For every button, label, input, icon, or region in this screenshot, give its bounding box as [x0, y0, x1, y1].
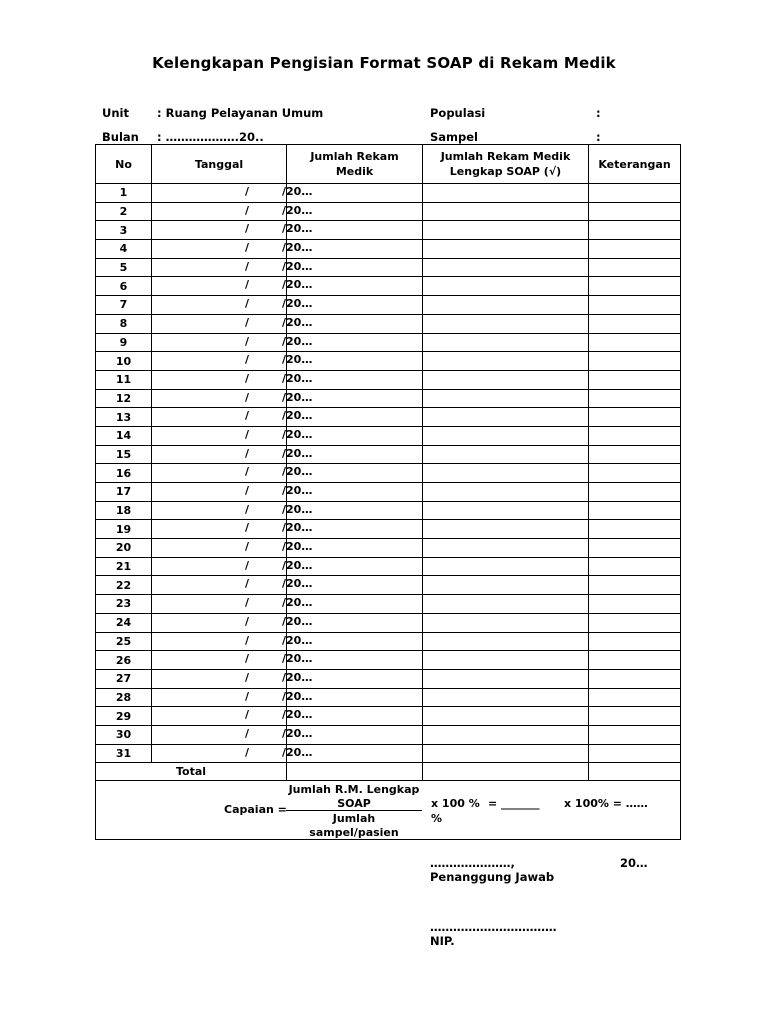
- row-keterangan[interactable]: [589, 688, 681, 707]
- row-keterangan[interactable]: [589, 464, 681, 483]
- row-lengkap-soap[interactable]: [423, 651, 589, 670]
- date-slash: /: [245, 745, 250, 759]
- row-number: 27: [96, 669, 152, 688]
- row-date[interactable]: [152, 688, 313, 707]
- capaian-denominator: [286, 812, 422, 840]
- date-slash: /: [245, 670, 250, 684]
- sampel-label: Sampel: [430, 130, 478, 144]
- total-lengkap-cell[interactable]: [423, 763, 589, 781]
- date-slash: /: [245, 278, 250, 292]
- row-number: 13: [96, 408, 152, 427]
- table-row: [96, 464, 681, 483]
- row-keterangan[interactable]: [589, 557, 681, 576]
- capaian-blank[interactable]: _______: [501, 797, 540, 811]
- row-date[interactable]: [152, 314, 313, 333]
- row-date[interactable]: [152, 333, 313, 352]
- date-year: /20…: [282, 427, 313, 441]
- row-lengkap-soap[interactable]: [423, 389, 589, 408]
- total-jumlah-cell[interactable]: [287, 763, 423, 781]
- row-number: 30: [96, 725, 152, 744]
- row-keterangan[interactable]: [589, 483, 681, 502]
- table-row: [96, 576, 681, 595]
- table-row: [96, 202, 681, 221]
- table-row: [96, 744, 681, 763]
- date-year: /20…: [282, 540, 313, 554]
- row-number: 14: [96, 426, 152, 445]
- row-lengkap-soap[interactable]: [423, 258, 589, 277]
- date-year: /20…: [282, 670, 313, 684]
- row-number: 10: [96, 352, 152, 371]
- table-row: [96, 296, 681, 315]
- row-number: 4: [96, 240, 152, 259]
- table-row: [96, 707, 681, 726]
- total-label: Total: [96, 763, 287, 781]
- row-lengkap-soap[interactable]: [423, 408, 589, 427]
- row-number: 31: [96, 744, 152, 763]
- date-year: /20…: [282, 577, 313, 591]
- row-date[interactable]: [152, 557, 313, 576]
- row-date[interactable]: [152, 258, 313, 277]
- populasi-value: :: [596, 106, 601, 120]
- date-year: /20…: [282, 726, 313, 740]
- signature-nip: NIP.: [430, 934, 455, 948]
- row-lengkap-soap[interactable]: [423, 221, 589, 240]
- fraction-line: [286, 810, 422, 811]
- row-lengkap-soap[interactable]: [423, 744, 589, 763]
- table-row: [96, 221, 681, 240]
- row-number: 28: [96, 688, 152, 707]
- date-year: /20…: [282, 614, 313, 628]
- table-row: [96, 651, 681, 670]
- header-jumlah-rekam-medik-line2: Medik: [335, 165, 374, 178]
- row-date[interactable]: [152, 744, 313, 763]
- row-number: 7: [96, 296, 152, 315]
- row-date[interactable]: [152, 707, 313, 726]
- date-slash: /: [245, 689, 250, 703]
- capaian-numerator-line2: SOAP: [337, 797, 371, 811]
- date-year: /20…: [282, 353, 313, 367]
- total-row: [96, 763, 681, 781]
- date-slash: /: [245, 596, 250, 610]
- row-keterangan[interactable]: [589, 426, 681, 445]
- date-slash: /: [245, 297, 250, 311]
- row-number: 1: [96, 184, 152, 203]
- date-slash: /: [245, 484, 250, 497]
- row-keterangan[interactable]: [589, 595, 681, 614]
- date-year: /20…: [282, 708, 313, 722]
- row-keterangan[interactable]: [589, 240, 681, 259]
- date-year: /20…: [282, 409, 313, 423]
- row-keterangan[interactable]: [589, 445, 681, 464]
- row-number: 18: [96, 501, 152, 520]
- date-slash: /: [245, 633, 250, 647]
- table-row: [96, 501, 681, 520]
- header-tanggal: Tanggal: [152, 145, 287, 184]
- row-date[interactable]: [152, 277, 313, 296]
- row-keterangan[interactable]: [589, 184, 681, 203]
- row-number: 16: [96, 464, 152, 483]
- row-number: 2: [96, 202, 152, 221]
- date-year: /20…: [282, 689, 313, 703]
- row-lengkap-soap[interactable]: [423, 445, 589, 464]
- row-number: 15: [96, 445, 152, 464]
- row-number: 17: [96, 483, 152, 502]
- row-number: 23: [96, 595, 152, 614]
- row-lengkap-soap[interactable]: [423, 501, 589, 520]
- row-keterangan[interactable]: [589, 651, 681, 670]
- date-year: /20…: [282, 652, 313, 666]
- row-lengkap-soap[interactable]: [423, 576, 589, 595]
- table-row: [96, 595, 681, 614]
- row-date[interactable]: [152, 576, 313, 595]
- date-year: /20…: [282, 315, 313, 329]
- bulan-label: Bulan: [102, 130, 139, 144]
- capaian-label: Capaian =: [224, 803, 287, 817]
- header-lengkap-soap: [423, 145, 589, 184]
- row-date[interactable]: [152, 464, 313, 483]
- row-keterangan[interactable]: [589, 501, 681, 520]
- table-row: [96, 483, 681, 502]
- row-keterangan[interactable]: [589, 669, 681, 688]
- row-lengkap-soap[interactable]: [423, 296, 589, 315]
- row-lengkap-soap[interactable]: [423, 184, 589, 203]
- table-row: [96, 688, 681, 707]
- table-row: [96, 613, 681, 632]
- form-title: Kelengkapan Pengisian Format SOAP di Rekam Medik: [152, 54, 616, 72]
- header-jumlah-rekam-medik: [287, 145, 423, 184]
- row-date[interactable]: [152, 725, 313, 744]
- row-lengkap-soap[interactable]: [423, 333, 589, 352]
- date-slash: /: [245, 521, 250, 535]
- table-row: [96, 408, 681, 427]
- capaian-times-100: x 100 %: [431, 797, 480, 811]
- date-slash: /: [245, 614, 250, 628]
- row-date[interactable]: [152, 389, 313, 408]
- date-year: /20…: [282, 502, 313, 516]
- capaian-numerator: [286, 783, 422, 811]
- capaian-row: [96, 781, 681, 840]
- row-lengkap-soap[interactable]: [423, 240, 589, 259]
- row-lengkap-soap[interactable]: [423, 370, 589, 389]
- date-year: /20…: [282, 371, 313, 385]
- row-keterangan[interactable]: [589, 333, 681, 352]
- row-keterangan[interactable]: [589, 408, 681, 427]
- row-lengkap-soap[interactable]: [423, 725, 589, 744]
- bulan-value: : ……………….20..: [157, 130, 264, 144]
- date-slash: /: [245, 241, 250, 255]
- row-lengkap-soap[interactable]: [423, 557, 589, 576]
- row-keterangan[interactable]: [589, 352, 681, 371]
- row-keterangan[interactable]: [589, 613, 681, 632]
- date-slash: /: [245, 390, 250, 404]
- row-date[interactable]: [152, 651, 313, 670]
- table-row: [96, 352, 681, 371]
- row-date[interactable]: [152, 408, 313, 427]
- unit-label: Unit: [102, 106, 129, 120]
- table-row: [96, 557, 681, 576]
- row-date[interactable]: [152, 240, 313, 259]
- header-no: No: [96, 145, 152, 184]
- row-lengkap-soap[interactable]: [423, 483, 589, 502]
- row-number: 12: [96, 389, 152, 408]
- date-slash: /: [245, 446, 250, 460]
- signature-place[interactable]: …………………,: [430, 856, 515, 870]
- row-keterangan[interactable]: [589, 221, 681, 240]
- row-keterangan[interactable]: [589, 258, 681, 277]
- date-slash: /: [245, 259, 250, 273]
- row-lengkap-soap[interactable]: [423, 539, 589, 558]
- table-row: [96, 632, 681, 651]
- row-lengkap-soap[interactable]: [423, 464, 589, 483]
- row-number: 24: [96, 613, 152, 632]
- row-keterangan[interactable]: [589, 744, 681, 763]
- date-slash: /: [245, 540, 250, 554]
- date-slash: /: [245, 203, 250, 217]
- row-lengkap-soap[interactable]: [423, 613, 589, 632]
- table-row: [96, 725, 681, 744]
- date-slash: /: [245, 371, 250, 385]
- row-keterangan[interactable]: [589, 520, 681, 539]
- date-year: /20…: [282, 465, 313, 479]
- capaian-denominator-line2: sampel/pasien: [309, 826, 399, 840]
- date-year: /20…: [282, 484, 313, 497]
- row-lengkap-soap[interactable]: [423, 595, 589, 614]
- row-lengkap-soap[interactable]: [423, 352, 589, 371]
- row-date[interactable]: [152, 445, 313, 464]
- unit-value: : Ruang Pelayanan Umum: [157, 106, 324, 120]
- row-keterangan[interactable]: [589, 296, 681, 315]
- row-number: 5: [96, 258, 152, 277]
- header-jumlah-rekam-medik-line1: Jumlah Rekam: [310, 150, 399, 163]
- date-year: /20…: [282, 745, 313, 759]
- table-row: [96, 426, 681, 445]
- row-number: 3: [96, 221, 152, 240]
- row-number: 21: [96, 557, 152, 576]
- date-year: /20…: [282, 390, 313, 404]
- date-slash: /: [245, 222, 250, 236]
- row-date[interactable]: [152, 483, 313, 502]
- row-date[interactable]: [152, 352, 313, 371]
- row-number: 22: [96, 576, 152, 595]
- table-row: [96, 520, 681, 539]
- row-lengkap-soap[interactable]: [423, 202, 589, 221]
- row-lengkap-soap[interactable]: [423, 277, 589, 296]
- row-number: 20: [96, 539, 152, 558]
- table-row: [96, 314, 681, 333]
- signature-name-line[interactable]: ……………………………: [430, 920, 557, 934]
- row-date[interactable]: [152, 669, 313, 688]
- row-keterangan[interactable]: [589, 539, 681, 558]
- date-year: /20…: [282, 446, 313, 460]
- row-number: 29: [96, 707, 152, 726]
- capaian-result[interactable]: x 100% = ……: [564, 797, 648, 811]
- date-year: /20…: [282, 241, 313, 255]
- date-year: /20…: [282, 334, 313, 348]
- row-date[interactable]: [152, 426, 313, 445]
- date-slash: /: [245, 502, 250, 516]
- row-keterangan[interactable]: [589, 632, 681, 651]
- table-row: [96, 184, 681, 203]
- table-row: [96, 277, 681, 296]
- date-year: /20…: [282, 185, 313, 198]
- row-number: 8: [96, 314, 152, 333]
- date-slash: /: [245, 315, 250, 329]
- table-row: [96, 370, 681, 389]
- row-keterangan[interactable]: [589, 370, 681, 389]
- row-lengkap-soap[interactable]: [423, 520, 589, 539]
- header-keterangan: Keterangan: [589, 145, 681, 184]
- row-date[interactable]: [152, 539, 313, 558]
- date-slash: /: [245, 353, 250, 367]
- date-slash: /: [245, 427, 250, 441]
- row-lengkap-soap[interactable]: [423, 426, 589, 445]
- date-year: /20…: [282, 633, 313, 647]
- date-slash: /: [245, 334, 250, 348]
- date-year: /20…: [282, 521, 313, 535]
- row-lengkap-soap[interactable]: [423, 314, 589, 333]
- date-slash: /: [245, 558, 250, 572]
- row-date[interactable]: [152, 184, 313, 203]
- capaian-cell: [96, 781, 681, 840]
- row-date[interactable]: [152, 632, 313, 651]
- row-keterangan[interactable]: [589, 389, 681, 408]
- capaian-equals: =: [488, 797, 498, 811]
- date-slash: /: [245, 409, 250, 423]
- row-number: 11: [96, 370, 152, 389]
- date-slash: /: [245, 577, 250, 591]
- signature-year: 20…: [620, 856, 648, 870]
- date-slash: /: [245, 652, 250, 666]
- capaian-denominator-line1: Jumlah: [332, 812, 376, 826]
- date-slash: /: [245, 726, 250, 740]
- row-number: 19: [96, 520, 152, 539]
- date-year: /20…: [282, 222, 313, 236]
- row-date[interactable]: [152, 370, 313, 389]
- table-header-row: [96, 145, 681, 184]
- row-lengkap-soap[interactable]: [423, 688, 589, 707]
- row-date[interactable]: [152, 595, 313, 614]
- row-date[interactable]: [152, 501, 313, 520]
- date-year: /20…: [282, 596, 313, 610]
- table-row: [96, 258, 681, 277]
- row-keterangan[interactable]: [589, 707, 681, 726]
- capaian-percent-wrap: %: [431, 812, 443, 826]
- sampel-value: :: [596, 130, 601, 144]
- table-row: [96, 389, 681, 408]
- row-keterangan[interactable]: [589, 576, 681, 595]
- table-row: [96, 240, 681, 259]
- table-row: [96, 669, 681, 688]
- total-keterangan-cell[interactable]: [589, 763, 681, 781]
- header-lengkap-soap-line2: Lengkap SOAP (√): [449, 165, 562, 178]
- row-number: 25: [96, 632, 152, 651]
- date-year: /20…: [282, 259, 313, 273]
- row-date[interactable]: [152, 202, 313, 221]
- populasi-label: Populasi: [430, 106, 486, 120]
- date-year: /20…: [282, 297, 313, 311]
- row-number: 26: [96, 651, 152, 670]
- signature-role: Penanggung Jawab: [430, 870, 555, 884]
- row-lengkap-soap[interactable]: [423, 707, 589, 726]
- row-keterangan[interactable]: [589, 725, 681, 744]
- header-lengkap-soap-line1: Jumlah Rekam Medik: [440, 150, 571, 163]
- row-keterangan[interactable]: [589, 277, 681, 296]
- row-number: 9: [96, 333, 152, 352]
- date-slash: /: [245, 185, 250, 198]
- date-year: /20…: [282, 278, 313, 292]
- date-year: /20…: [282, 203, 313, 217]
- table-row: [96, 445, 681, 464]
- date-year: /20…: [282, 558, 313, 572]
- table-row: [96, 539, 681, 558]
- row-date[interactable]: [152, 221, 313, 240]
- date-slash: /: [245, 708, 250, 722]
- date-slash: /: [245, 465, 250, 479]
- soap-table: [95, 144, 681, 840]
- row-date[interactable]: [152, 613, 313, 632]
- capaian-numerator-line1: Jumlah R.M. Lengkap: [288, 783, 420, 797]
- row-date[interactable]: [152, 296, 313, 315]
- row-lengkap-soap[interactable]: [423, 632, 589, 651]
- row-number: 6: [96, 277, 152, 296]
- table-row: [96, 333, 681, 352]
- row-keterangan[interactable]: [589, 314, 681, 333]
- row-date[interactable]: [152, 520, 313, 539]
- table-body: [96, 184, 681, 763]
- row-lengkap-soap[interactable]: [423, 669, 589, 688]
- row-keterangan[interactable]: [589, 202, 681, 221]
